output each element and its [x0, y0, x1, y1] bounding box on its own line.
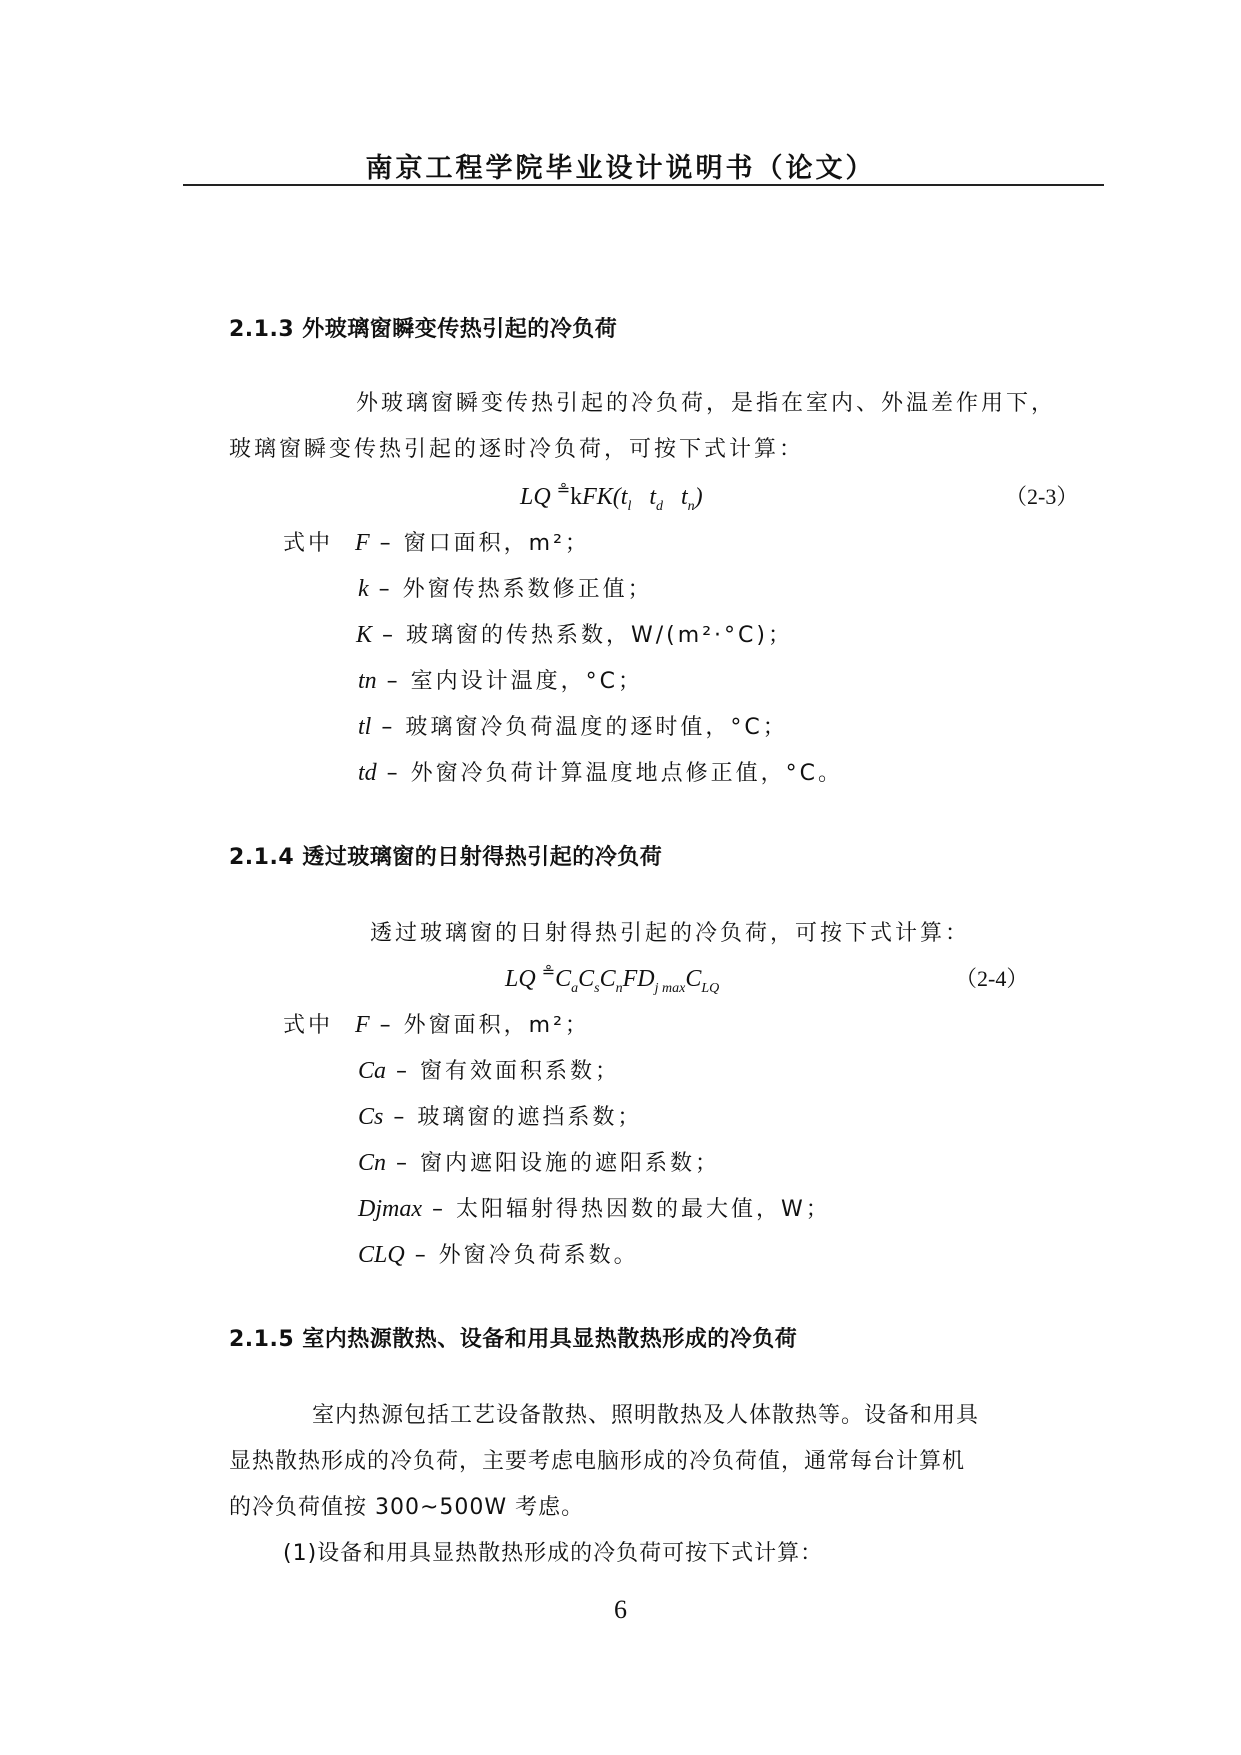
- symbol: tn: [358, 668, 377, 694]
- symbol: Cs: [358, 1104, 384, 1130]
- symbol: F: [355, 530, 370, 556]
- definition-text: – 玻璃窗冷负荷温度的逐时值，°C；: [381, 715, 788, 740]
- symbol: Ca: [358, 1058, 387, 1084]
- definition-row: [358, 710, 788, 741]
- section-heading-2-1-3: 2.1.3 外玻璃窗瞬变传热引起的冷负荷: [229, 317, 618, 342]
- definition-text: – 室内设计温度，°C；: [386, 669, 644, 694]
- paragraph-line: 显热散热形成的冷负荷，主要考虑电脑形成的冷负荷值，通常每台计算机: [229, 1449, 966, 1474]
- definition-row: [358, 756, 843, 787]
- symbol: tl: [358, 714, 372, 740]
- definition-text: – 玻璃窗的遮挡系数；: [393, 1105, 643, 1130]
- symbol: Djmax: [358, 1196, 422, 1222]
- paragraph-line: 玻璃窗瞬变传热引起的逐时冷负荷，可按下式计算：: [229, 437, 805, 462]
- definition-row: [355, 526, 590, 557]
- paragraph-line: 透过玻璃窗的日射得热引起的冷负荷，可按下式计算：: [370, 921, 971, 946]
- page-header-title: 南京工程学院毕业设计说明书（论文）: [365, 153, 876, 184]
- definition-text: – 外窗冷负荷计算温度地点修正值，°C。: [386, 761, 844, 786]
- definition-row: [358, 1100, 642, 1131]
- formula-2-3: LQ $^≗kFK(t_l$ $t_d$ $t_n$): [520, 482, 703, 514]
- symbol: CLQ: [358, 1242, 405, 1268]
- definition-row: [356, 618, 793, 649]
- definition-row: [358, 1238, 639, 1269]
- symbol: td: [358, 760, 377, 786]
- paragraph-line: 室内热源包括工艺设备散热、照明散热及人体散热等。设备和用具: [312, 1403, 980, 1428]
- definition-row: [358, 664, 643, 695]
- definition-text: – 外窗冷负荷系数。: [414, 1243, 639, 1268]
- definition-text: – 外窗面积，m²；: [379, 1013, 590, 1038]
- definition-text: – 窗内遮阳设施的遮阳系数；: [396, 1151, 721, 1176]
- symbol: Cn: [358, 1150, 387, 1176]
- symbol: k: [358, 576, 369, 602]
- equation-number: （2-3）: [1005, 484, 1079, 509]
- definition-text: – 玻璃窗的传热系数，W/(m²·°C)；: [382, 623, 793, 648]
- header-divider: [183, 184, 1104, 186]
- page-number: 6: [614, 1595, 627, 1624]
- definition-row: [358, 1054, 620, 1085]
- symbol: F: [355, 1012, 370, 1038]
- paragraph-line: 外玻璃窗瞬变传热引起的冷负荷，是指在室内、外温差作用下，: [356, 391, 1057, 416]
- where-label: 式中: [283, 1013, 334, 1038]
- equation-number: （2-4）: [955, 966, 1029, 991]
- symbol: K: [356, 622, 373, 648]
- where-label: 式中: [283, 531, 334, 556]
- section-heading-2-1-4: 2.1.4 透过玻璃窗的日射得热引起的冷负荷: [229, 845, 663, 870]
- formula-2-4: LQ $^≗C_aC_sC_nFD_{j max}C_{LQ}$: [505, 964, 720, 996]
- definition-row: [358, 1146, 720, 1177]
- paragraph-line: 的冷负荷值按 300~500W 考虑。: [229, 1495, 585, 1520]
- definition-row: [358, 572, 653, 603]
- definition-row: [355, 1008, 590, 1039]
- definition-row: [358, 1192, 831, 1223]
- definition-text: – 太阳辐射得热因数的最大值，W；: [431, 1197, 831, 1222]
- definition-text: – 窗口面积，m²；: [379, 531, 590, 556]
- definition-text: – 外窗传热系数修正值；: [378, 577, 653, 602]
- paragraph-line: (1)设备和用具显热散热形成的冷负荷可按下式计算：: [283, 1541, 824, 1566]
- section-heading-2-1-5: 2.1.5 室内热源散热、设备和用具显热散热形成的冷负荷: [229, 1327, 798, 1352]
- definition-text: – 窗有效面积系数；: [396, 1059, 621, 1084]
